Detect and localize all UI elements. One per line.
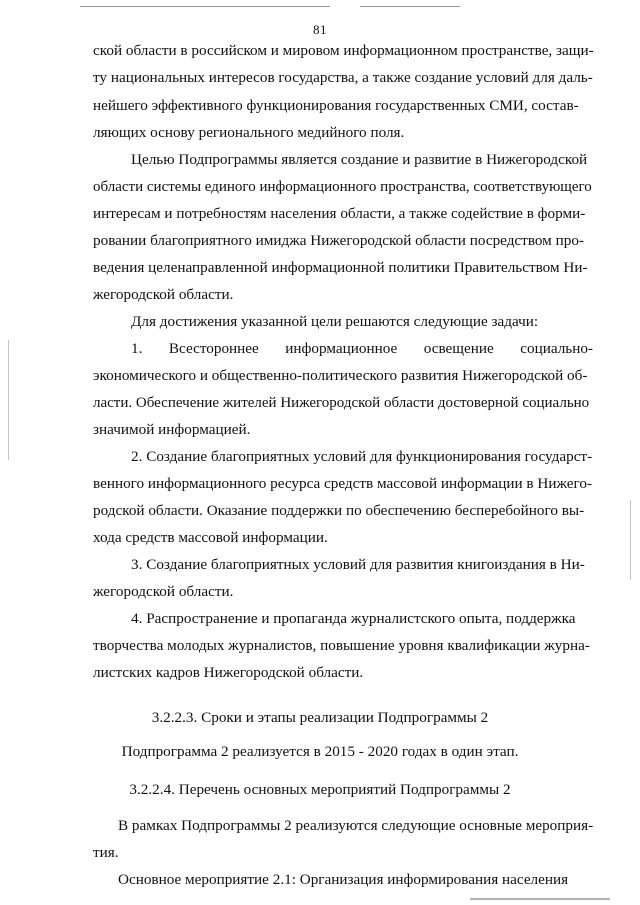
text-line: Целью Подпрограммы является создание и развитие в Нижегородской (131, 151, 588, 168)
text-line: венного информационного ресурса средств массовой информации в Нижего- (93, 475, 592, 492)
text-line: ласти. Обеспечение жителей Нижегородской области достоверной социально (93, 395, 590, 411)
text-line: В рамках Подпрограммы 2 реализуются следующие основные мероприя- (118, 817, 594, 834)
text-line: интересам и потребностям населения области, а также содействие в форми- (93, 205, 586, 222)
task-1-first-line (131, 337, 593, 361)
text-line: Для достижения указанной цели решаются следующие задачи: (131, 313, 539, 330)
right-scan-mark (630, 500, 631, 580)
text-line: значимой информацией. (93, 421, 251, 438)
text-line: творчества молодых журналистов, повышение уровня квалификации журна- (93, 637, 590, 654)
task-1-number: 1. (131, 340, 143, 357)
bottom-scan-rule (470, 898, 610, 900)
task-1-word: социально- (520, 340, 593, 357)
section-heading-3-2-2-3: 3.2.2.3. Сроки и этапы реализации Подпрограммы 2 (151, 709, 489, 726)
text-line: Основное мероприятие 2.1: Организация информирования населения (118, 871, 569, 888)
text-line: 2. Создание благоприятных условий для функционирования государст- (131, 448, 593, 465)
task-1-word: Всестороннее (168, 340, 259, 357)
text-line: жегородской области. (93, 583, 234, 600)
text-line: родской области. Оказание поддержки по обеспечению бесперебойного вы- (93, 502, 585, 519)
text-line: ской области в российском и мировом информационном пространстве, защи- (93, 42, 594, 59)
top-scan-rule-right (360, 6, 460, 7)
text-line: экономического и общественно-политического развития Нижегородской об- (93, 367, 588, 384)
text-line: 4. Распространение и пропаганда журналистского опыта, поддержка (131, 610, 576, 627)
text-line: жегородской области. (93, 286, 234, 303)
text-line: Подпрограмма 2 реализуется в 2015 - 2020 годах в один этап. (121, 743, 519, 760)
text-line: тия. (93, 844, 119, 861)
task-1-word: освещение (423, 340, 494, 357)
page-number: 81 (313, 22, 327, 37)
text-line: 3. Создание благоприятных условий для развития книгоиздания в Ни- (131, 556, 585, 573)
text-line: хода средств массовой информации. (93, 529, 328, 546)
text-line: нейшего эффективного функционирования государственных СМИ, состав- (93, 97, 579, 114)
text-line: ведения целенаправленной информационной политики Правительством Ни- (93, 259, 588, 276)
text-line: ляющих основу регионального медийного поля. (93, 124, 405, 141)
task-1-word: информационное (285, 340, 398, 357)
top-scan-rule-left (80, 6, 330, 7)
text-line: листских кадров Нижегородской области. (93, 664, 364, 681)
text-line: ту национальных интересов государства, а также создание условий для даль- (93, 69, 593, 86)
section-heading-3-2-2-4: 3.2.2.4. Перечень основных мероприятий Подпрограммы 2 (129, 781, 511, 798)
text-line: области системы единого информационного пространства, соответствующего (93, 179, 592, 195)
text-line: ровании благоприятного имиджа Нижегородской области посредством про- (93, 232, 584, 249)
left-scan-mark (8, 340, 9, 460)
